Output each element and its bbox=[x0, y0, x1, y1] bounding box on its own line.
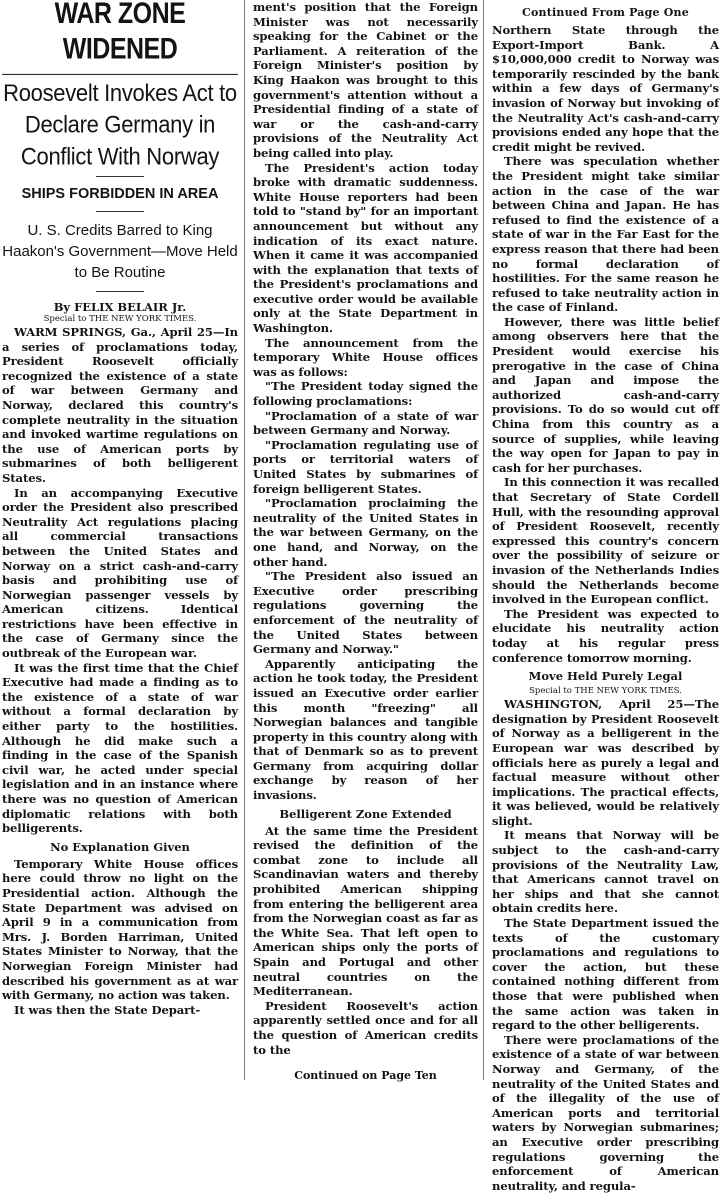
paragraph: The President was expected to elucidate his neutrality action today at his regular press conference tomorrow morning. bbox=[492, 606, 719, 665]
paragraph: In an accompanying Executive order the President also prescribed Neutrality Act regulations placing all commercial transactions between the United States and Norway on a strict cash-and-carry basis and prohibiting use of Norwegian passenger vessels by American citizens. Identical restrictions have been effective in the case of Germany since the outbreak of the European war. bbox=[2, 485, 238, 661]
paragraph: Northern State through the Export-Import Bank. A $10,000,000 credit to Norway was temporarily rescinded by the bank within a few days of Germany's invasion of Norway but invoking of the Neutrality Act's cash-and-carry provisions ended any hope that the credit might be revived. bbox=[492, 23, 719, 154]
subhead: Move Held Purely Legal bbox=[528, 669, 683, 684]
paragraph: It means that Norway will be subject to the cash-and-carry provisions of the Neutrality Law, that Americans cannot travel on her ships and that she cannot obtain credits here. bbox=[492, 828, 719, 916]
continued-from-label: Continued From Page One bbox=[522, 6, 689, 19]
paragraph: The State Department issued the texts of the customary proclamations and regulations to cover the action, but these contained nothing different from those that were published when the same action was taken in regard to the other belligerents. bbox=[492, 916, 719, 1033]
byline-special: Special to THE NEW YORK TIMES. bbox=[43, 314, 197, 324]
paragraph: "Proclamation of a state of war between Germany and Norway. bbox=[253, 408, 478, 438]
headline-main: Roosevelt Invokes Act to Declare Germany in Conflict With Norway bbox=[3, 78, 237, 171]
headline-sub: SHIPS FORBIDDEN IN AREA bbox=[21, 186, 219, 202]
paragraph: There was speculation whether the President might take similar action in the case of the war between China and Japan. He has refused to find the existence of a state of war in the Far East for the express reason that there had been no formal declaration of hostilities. For the same reason he refused to take neutrality action in the case of Finland. bbox=[492, 154, 719, 315]
paragraph: "Proclamation regulating use of ports or territorial waters of United States by submarines of foreign belligerent States. bbox=[253, 437, 478, 496]
column-2 bbox=[247, 0, 482, 1083]
paragraph: The announcement from the temporary White House offices was as follows: bbox=[253, 335, 478, 379]
paragraph: The President's action today broke with dramatic suddenness. White House reporters had been told to "stand by" for an important announcement but without any indication of its exact nature. When it came it was accompanied with the explanation that texts of the President's proclamations and executive order would be available only at the State Department in Washington. bbox=[253, 160, 478, 336]
paragraph: At the same time the President revised the definition of the combat zone to include all Scandinavian waters and thereby prohibited American shipping from entering the belligerent area from the Norwegian coast as far as the White Sea. That left open to American ships only the ports of Spain and Portugal and other neutral countries on the Mediterranean. bbox=[253, 823, 478, 999]
paragraph: "Proclamation proclaiming the neutrality of the United States in the war between Germany, on the one hand, and Norway, on the other hand. bbox=[253, 496, 478, 569]
paragraph: Temporary White House offices here could throw no light on the Presidential action. Although the State Department was advised on April 9 in a communication from Mrs. J. Borden Harriman, United States Minister to Norway, that the Norwegian Foreign Minister had described his government as at war with Germany, no action was taken. bbox=[2, 856, 238, 1003]
subhead: Belligerent Zone Extended bbox=[279, 806, 452, 821]
paragraph: President Roosevelt's action apparently settled once and for all the question of American credits to the bbox=[253, 998, 478, 1057]
paragraph: It was the first time that the Chief Executive had made a finding as to the existence of a state of war without a formal declaration by either party to the hostilities. Although he did make such a finding in the case of the Spanish civil war, he acted under special legislation and in an instance where there was no question of American diplomatic relations with both belligerents. bbox=[2, 660, 238, 836]
paragraph: However, there was little belief among observers here that the President would exercise his prerogative in the case of China and Japan and impose the authorized cash-and-carry provisions. To do so would cut off China from this country as a source of supplies, while leaving the way open for Japan to pay in cash for her purchases. bbox=[492, 314, 719, 475]
headline-top: WAR ZONE WIDENED bbox=[2, 0, 238, 75]
headline-divider bbox=[96, 176, 144, 177]
headline-deck: U. S. Credits Barred to King Haakon's Government—Move Held to Be Routine bbox=[2, 222, 238, 281]
subhead: No Explanation Given bbox=[50, 839, 190, 854]
paragraph: ment's position that the Foreign Minister was not necessarily speaking for the Cabinet or the Parliament. A reiteration of the Foreign Minister's position by King Haakon was brought to this government's attention without a Presidential finding of a state of war or the cash-and-carry provisions of the Neutrality Act being called into play. bbox=[253, 0, 478, 160]
column-1 bbox=[0, 0, 242, 1080]
paragraph: "The President today signed the following proclamations: bbox=[253, 379, 478, 409]
headline-divider bbox=[96, 211, 144, 212]
paragraph: It was then the State Depart- bbox=[14, 1002, 201, 1017]
dateline-special: Special to THE NEW YORK TIMES. bbox=[529, 686, 682, 697]
column-rule bbox=[244, 0, 245, 1080]
paragraph: WASHINGTON, April 25—The designation by President Roosevelt of Norway as a belligerent in the European war was described by officials here as purely a legal and factual measure without other implications. The practical effects, it was believed, would be relatively slight. bbox=[492, 697, 719, 828]
paragraph: There were proclamations of the existence of a state of war between Norway and Germany, of the neutrality of the United States and of the illegality of the use of American ports and territorial waters by Norwegian submarines; an Executive order prescribing regulations governing the enforcement of American neutrality, and regula- bbox=[492, 1032, 719, 1193]
paragraph: In this connection it was recalled that Secretary of State Cordell Hull, with the resounding approval of President Roosevelt, recently expressed this country's concern over the possibility of seizure or invasion of the Netherlands Indies should the Netherlands become involved in the European conflict. bbox=[492, 475, 719, 607]
paragraph: Apparently anticipating the action he took today, the President issued an Executive order earlier this month "freezing" all Norwegian balances and tangible property in this country along with that of Denmark so as to prevent Germany from acquiring dollar exchange by reason of her invasions. bbox=[253, 656, 478, 803]
continued-on-label: Continued on Page Ten bbox=[294, 1069, 437, 1083]
column-rule bbox=[483, 0, 484, 1080]
paragraph: "The President also issued an Executive order prescribing regulations governing the enforcement of the neutrality of the United States between Germany and Norway." bbox=[253, 569, 478, 657]
paragraph: WARM SPRINGS, Ga., April 25—In a series of proclamations today, President Roosevelt officially recognized the existence of a state of war between Germany and Norway, declared this country's complete neutrality in the situation and invoked wartime regulations on the use of American ports by submarines of both belligerent States. bbox=[2, 325, 238, 485]
headline-divider bbox=[96, 291, 144, 292]
column-3 bbox=[486, 0, 723, 1193]
byline: By FELIX BELAIR Jr. bbox=[53, 300, 187, 314]
